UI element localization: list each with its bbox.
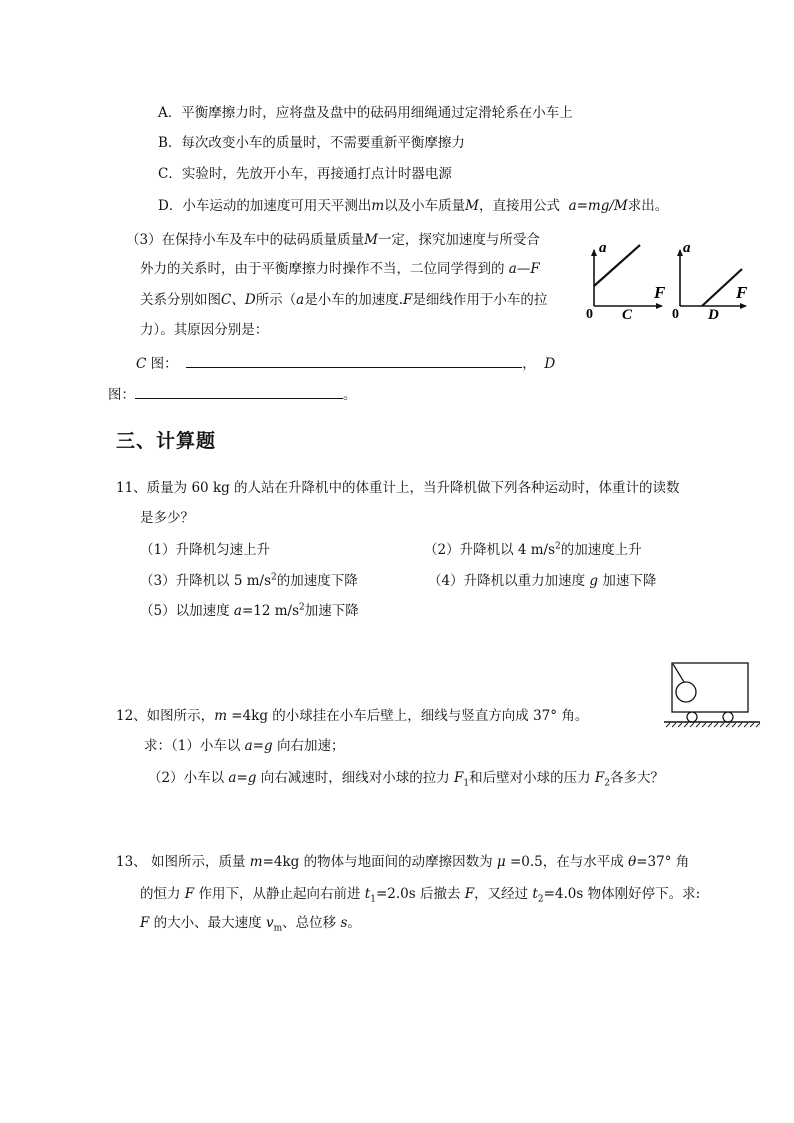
q11-item1: （1）升降机匀速上升 (140, 542, 271, 558)
answer-blank-c[interactable] (186, 353, 522, 368)
q11-item2: （2）升降机以 4 $m/s^2$的加速度上升 (424, 541, 642, 558)
answer-blank-d[interactable] (135, 384, 343, 399)
graph-c (586, 240, 666, 323)
wheel-right (723, 712, 733, 722)
answer-line-c: C 图： ， D (136, 353, 555, 374)
wheel-left (687, 712, 697, 722)
ball (676, 682, 696, 702)
q11-item5: （5）以加速度 a=12 $m/s^2$加速下降 (140, 602, 359, 619)
q11-item3: （3）升降机以 5 $m/s^2$的加速度下降 (140, 572, 358, 589)
q12-line2: 求：（1）小车以 a=g 向右加速； (144, 738, 345, 754)
ground-hatch (666, 723, 760, 727)
graph-c-x-label: F (654, 283, 666, 302)
string (673, 664, 684, 682)
q11-line2: 是多少？ (140, 510, 194, 526)
q12-line1: 12、如图所示，m =4kg 的小球挂在小车后壁上，细线与竖直方向成 37° 角。 (116, 708, 589, 724)
cart-ball-figure (664, 660, 764, 730)
section-title: 三、计算题 (116, 430, 217, 452)
af-graphs (584, 236, 754, 326)
q12-line3: （2）小车以 a=g 向右减速时，细线对小球的拉力 $F_1$和后壁对小球的压力 $F_2$各多大？ (148, 770, 665, 789)
graph-c-name: C (622, 307, 633, 323)
q13-line2: 的恒力 F 作用下，从静止起向右前进 $t_1=2.0s$ 后撤去 F，又经过 $t_2=4.0s$ 物体刚好停下。求: (140, 886, 701, 905)
graph-d-origin: 0 (672, 307, 679, 322)
graph-d-x-label: F (736, 283, 748, 302)
q13-line3: F 的大小、最大速度 $v_m$、总位移 s。 (140, 915, 361, 934)
part3-line4: 力）。其原因分别是： (140, 322, 269, 338)
graph-d-name: D (708, 307, 719, 323)
graph-d (672, 240, 748, 323)
option-b: B．每次改变小车的质量时，不需要重新平衡摩擦力 (158, 135, 465, 151)
graph-c-origin: 0 (586, 307, 593, 322)
q13-line1: 13、 如图所示，质量 m=4kg 的物体与地面间的动摩擦因数为 μ =0.5，在与水平成 θ=37° 角 (116, 854, 690, 870)
part3-line3: 关系分别如图C、D所示（a是小车的加速度.F是细线作用于小车的拉 (140, 292, 548, 308)
graph-d-y-label: a (683, 240, 691, 256)
q11-item4: （4）升降机以重力加速度 g 加速下降 (428, 573, 657, 589)
part3-line2: 外力的关系时，由于平衡摩擦力时操作不当，二位同学得到的 a—F (140, 261, 540, 277)
option-c: C．实验时，先放开小车，再接通打点计时器电源 (158, 166, 452, 182)
option-d: D．小车运动的加速度可用天平测出m以及小车质量M，直接用公式 a=mg/M求出。 (158, 198, 669, 214)
q11-line1: 11、质量为 60 kg 的人站在升降机中的体重计上，当升降机做下列各种运动时，体重计的读数 (116, 480, 680, 496)
option-a: A．平衡摩擦力时，应将盘及盘中的砝码用细绳通过定滑轮系在小车上 (158, 105, 573, 121)
part3-line1: （3）在保持小车及车中的砝码质量质量M一定，探究加速度与所受合 (126, 232, 540, 248)
answer-line-d: 图： 。 (108, 384, 357, 405)
graph-c-y-label: a (599, 240, 607, 256)
